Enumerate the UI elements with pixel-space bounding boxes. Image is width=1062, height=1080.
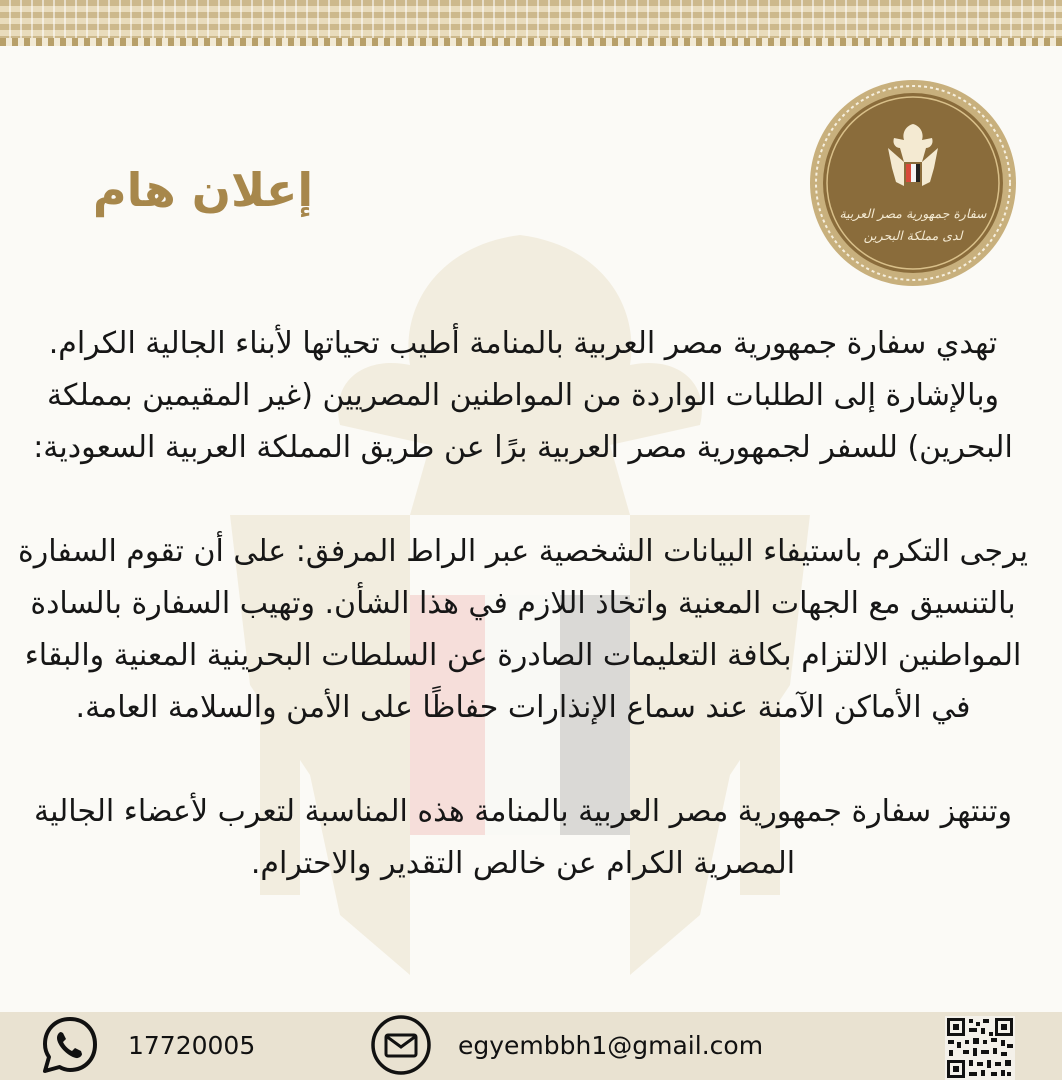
announcement-body: [18, 318, 1028, 890]
seal-text-line2: لدى مملكة البحرين: [863, 228, 963, 243]
announcement-title: إعلان هام: [92, 163, 314, 217]
seal-text-line1: سفارة جمهورية مصر العربية: [839, 206, 987, 221]
whatsapp-icon: [40, 1015, 100, 1075]
phone-number: 17720005: [128, 1030, 256, 1060]
paragraph-instructions: يرجى التكرم باستيفاء البيانات الشخصية عبر الراط المرفق: على أن تقوم السفارة بالتنسيق مع الجهات المعنية واتخاذ اللازم في هذا الشأن. وتهيب السفارة بالسادة المواطنين الالتزام بكافة التعليمات الصادرة عن السلطات البحرينية المعنية والبقاء في الأماكن الآمنة عند سماع الإنذارات حفاظًا على الأمن والسلامة العامة.: [18, 534, 1028, 725]
decorative-top-border: [0, 0, 1062, 46]
email-contact[interactable]: [370, 1014, 763, 1076]
qr-code-icon[interactable]: [945, 1016, 1015, 1080]
phone-contact[interactable]: [40, 1014, 255, 1076]
paragraph-greeting: تهدي سفارة جمهورية مصر العربية بالمنامة أطيب تحياتها لأبناء الجالية الكرام. وبالإشارة إلى الطلبات الواردة من المواطنين المصريين (غير المقيمين بمملكة البحرين) للسفر لجمهورية مصر العربية برًا عن طريق المملكة العربية السعودية:: [33, 326, 1013, 465]
email-address: egyembbh1@gmail.com: [458, 1030, 764, 1060]
embassy-seal-icon: [808, 78, 1018, 288]
envelope-icon: [370, 1014, 432, 1076]
paragraph-closing: وتنتهز سفارة جمهورية مصر العربية بالمنامة هذه المناسبة لتعرب لأعضاء الجالية المصرية الكرام عن خالص التقدير والاحترام.: [34, 794, 1012, 881]
